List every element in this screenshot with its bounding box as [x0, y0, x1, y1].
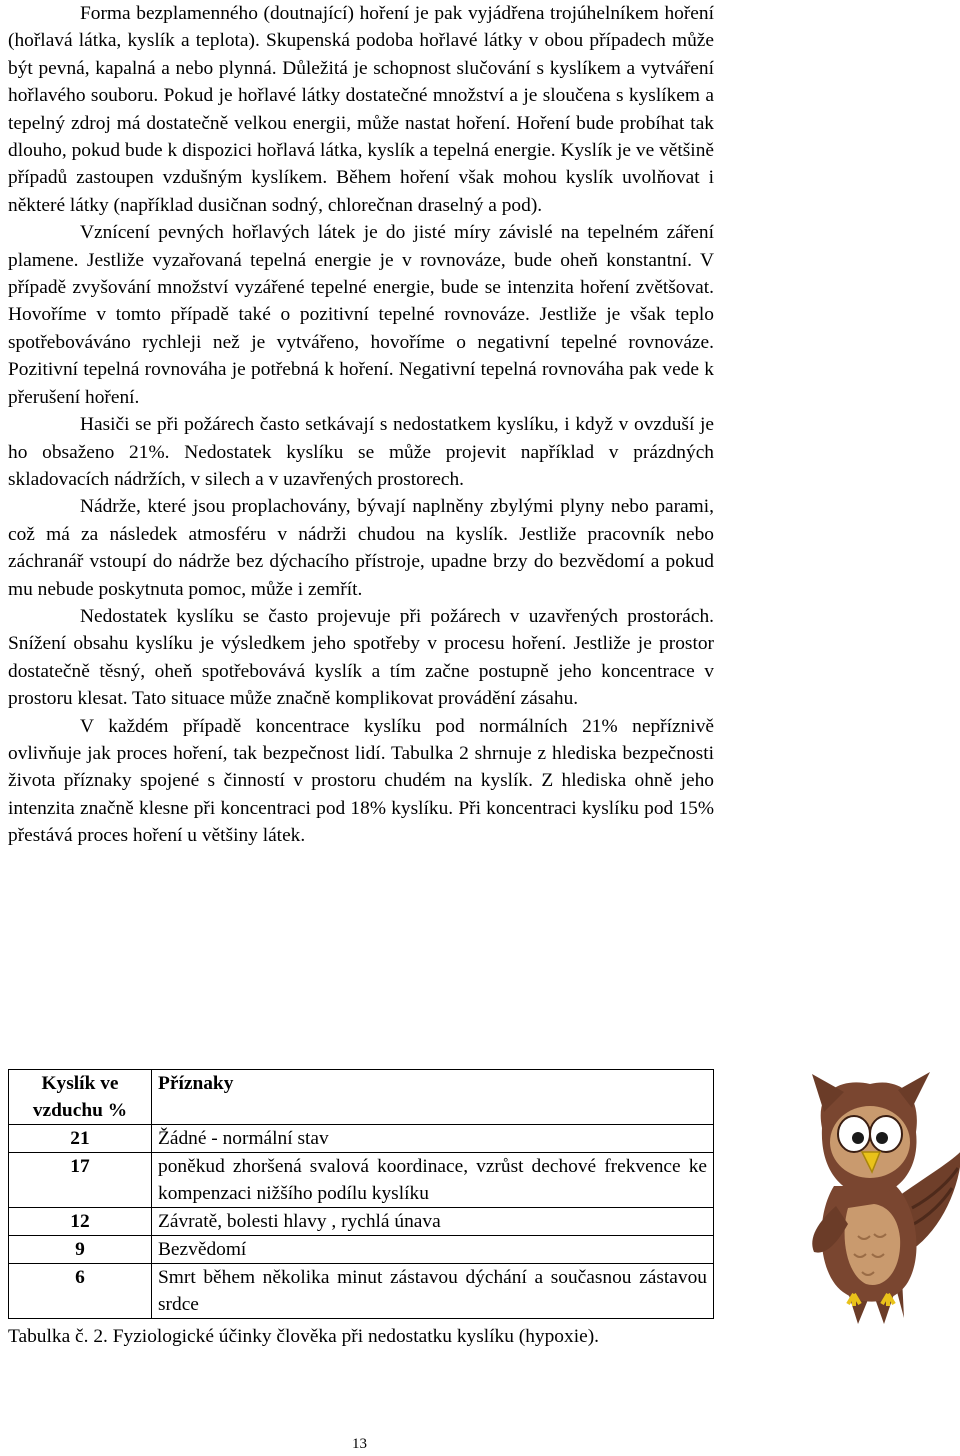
body-text: [8, 0, 714, 850]
table-row: [9, 1153, 714, 1208]
symptom-text: poněkud zhoršená svalová koordinace, vzrůst dechové frekvence ke kompenzaci nižšího podílu kyslíku: [152, 1153, 714, 1208]
table-header-row: [9, 1070, 714, 1125]
symptom-text: Závratě, bolesti hlavy , rychlá únava: [152, 1208, 714, 1236]
header-symptoms: Příznaky: [152, 1070, 714, 1125]
oxygen-value: 9: [9, 1236, 152, 1264]
symptom-text: Smrt během několika minut zástavou dýchání a současnou zástavou srdce: [152, 1264, 714, 1319]
paragraph-4: Nádrže, které jsou proplachovány, bývají naplněny zbylými plyny nebo parami, což má za následek atmosféru v nádrži chudou na kyslík. Jestliže pracovník nebo záchranář vstoupí do nádrže bez dýchacího přístroje, upadne brzy do bezvědomí a pokud mu nebude poskytnuta pomoc, může i zemřít.: [8, 496, 714, 600]
oxygen-value: 6: [9, 1264, 152, 1319]
oxygen-value: 12: [9, 1208, 152, 1236]
table-row: [9, 1264, 714, 1319]
table-row: [9, 1125, 714, 1153]
table-row: [9, 1236, 714, 1264]
page-number: 13: [352, 1436, 367, 1452]
paragraph-3: Hasiči se při požárech často setkávají s nedostatkem kyslíku, i když v ovzduší je ho obsaženo 21%. Nedostatek kyslíku se může projevit například v prázdných skladovacích nádržích, v silech a v uzavřených prostorech.: [8, 414, 714, 490]
table-row: [9, 1208, 714, 1236]
symptom-text: Bezvědomí: [152, 1236, 714, 1264]
owl-illustration-icon: [784, 1068, 960, 1330]
symptom-text: Žádné - normální stav: [152, 1125, 714, 1153]
paragraph-5: Nedostatek kyslíku se často projevuje při požárech v uzavřených prostorách. Snížení obsahu kyslíku je výsledkem jeho spotřeby v procesu hoření. Jestliže je prostor dostatečně těsný, oheň spotřebovává kyslík a tím začne postupně jeho koncentrace v prostoru klesat. Tato situace může značně komplikovat provádění zásahu.: [8, 605, 714, 710]
paragraph-1: Forma bezplamenného (doutnající) hoření je pak vyjádřena trojúhelníkem hoření (hořlavá látka, kyslík a teplota). Skupenská podoba hořlavé látky v obou případech může být pevná, kapalná a nebo plynná. Důležitá je schopnost slučování s kyslíkem a vytváření hořlavého souboru. Pokud je hořlavé látky dostatečné množství a je sloučena s kyslíkem a tepelný zdroj má dostatečně velkou energii, může nastat hoření. Hoření bude probíhat tak dlouho, pokud bude k dispozici hořlavá látka, kyslík a tepelná energie. Kyslík je ve většině případů zastoupen vzdušným kyslíkem. Během hoření však mohou kyslík uvolňovat i některé látky (například dusičnan sodný, chlorečnan draselný a pod).: [8, 3, 714, 216]
paragraph-6: V každém případě koncentrace kyslíku pod normálních 21% nepříznivě ovlivňuje jak proces hoření, tak bezpečnost lidí. Tabulka 2 shrnuje z hlediska bezpečnosti života příznaky spojené s činností v prostoru chudém na kyslík. Z hlediska ohně jeho intenzita značně klesne při koncentraci pod 18% kyslíku. Při koncentraci kyslíku pod 15% přestává proces hoření u většiny látek.: [8, 715, 714, 847]
oxygen-value: 21: [9, 1125, 152, 1153]
oxygen-value: 17: [9, 1153, 152, 1208]
header-oxygen: Kyslík ve vzduchu %: [9, 1070, 152, 1125]
table-caption: Tabulka č. 2. Fyziologické účinky člověka při nedostatku kyslíku (hypoxie).: [8, 1326, 599, 1347]
oxygen-symptoms-table: [8, 1069, 714, 1319]
paragraph-2: Vznícení pevných hořlavých látek je do jisté míry závislé na tepelném záření plamene. Jestliže vyzařovaná tepelná energie je v rovnováze, bude oheň konstantní. V případě zvyšování množství vyzářené tepelné energie, bude se intenzita hoření zvětšovat. Hovoříme v tomto případě také o pozitivní tepelné rovnováze. Jestliže je však teplo spotřebováváno rychleji než je vytvářeno, hovoříme o negativní tepelné rovnováze. Pozitivní tepelná rovnováha je potřebná k hoření. Negativní tepelná rovnováha pak vede k přerušení hoření.: [8, 222, 714, 408]
